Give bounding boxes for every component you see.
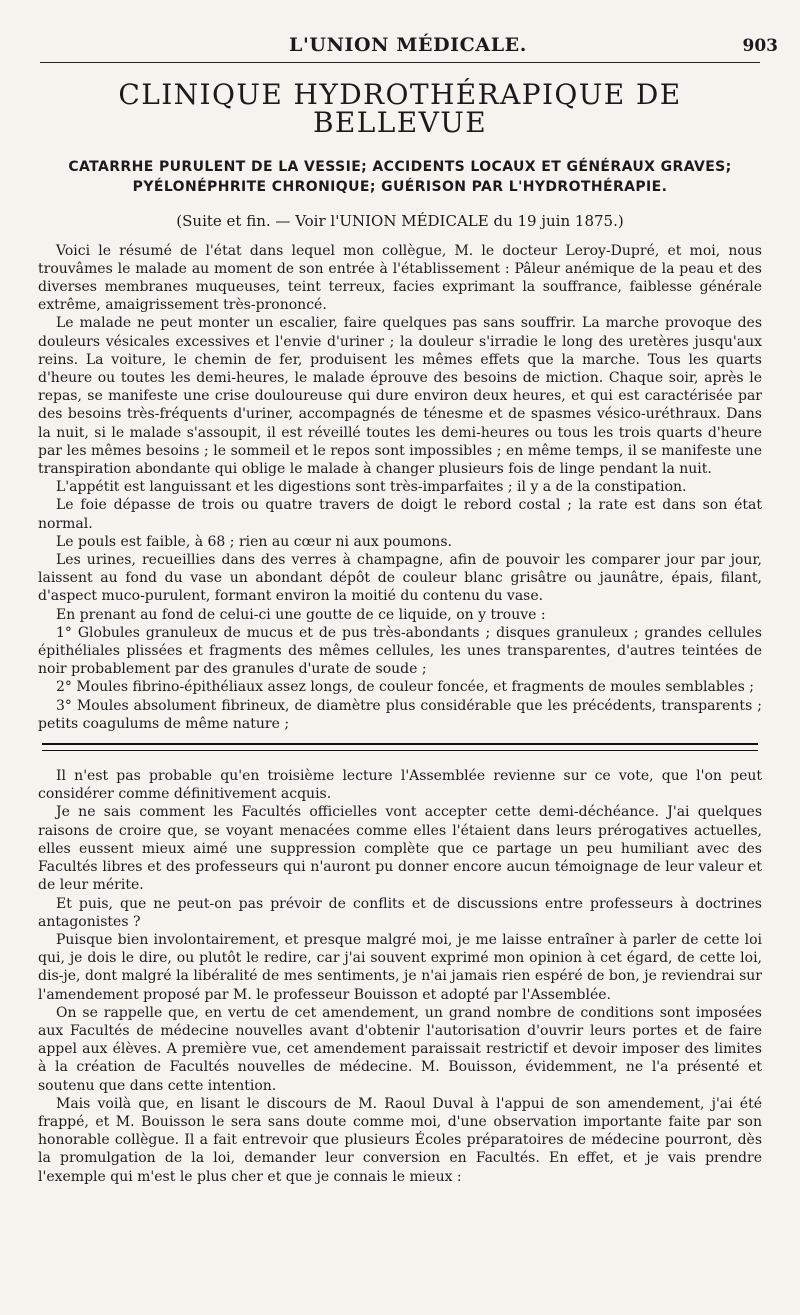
article-subtitle-line-2: PYÉLONÉPHRITE CHRONIQUE; GUÉRISON PAR L'HYDROTHÉRAPIE.	[132, 179, 668, 196]
running-title: L'UNION MÉDICALE.	[289, 34, 527, 56]
paragraph: 1° Globules granuleux de mucus et de pus très-abondants ; disques granuleux ; grandes cellules épithéliales plissées et fragments des mêmes cellules, les unes transparentes, d'autres teintées de noir probablement par des granules d'urate de soude ;	[38, 624, 762, 678]
paragraph: Je ne sais comment les Facultés officielles vont accepter cette demi-déchéance. J'ai quelques raisons de croire que, se voyant menacées comme elles l'étaient dans leurs prérogatives actuelles, elles eussent mieux aimé une suppression complète que ce partage un peu humiliant avec des Facultés libres et des professeurs qui n'auront pu donner encore aucun témoignage de leur valeur et de leur mérite.	[38, 804, 762, 894]
article-title: CLINIQUE HYDROTHÉRAPIQUE DE BELLEVUE	[118, 78, 682, 139]
article-subtitle	[38, 157, 762, 198]
paragraph: 2° Moules fibrino-épithéliaux assez longs, de couleur foncée, et fragments de moules semblables ;	[56, 679, 754, 696]
paragraph: Puisque bien involontairement, et presque malgré moi, je me laisse entraîner à parler de cette loi qui, je dois le dire, ou plutôt le redire, car j'ai souvent exprimé mon opinion à cet égard, de cette loi, dis-je, dont malgré la libéralité de mes sentiments, je n'ai jamais rien espéré de bon, je reviendrai sur l'amendement proposé par M. le professeur Bouisson et adopté par l'Assemblée.	[38, 931, 762, 1003]
paragraph: Le malade ne peut monter un escalier, faire quelques pas sans souffrir. La marche provoque des douleurs vésicales excessives et l'envie d'uriner ; la douleur s'irradie le long des uretères jusqu'aux reins. La voiture, le chemin de fer, produisent les mêmes effets que la marche. Tous les quarts d'heure ou toutes les demi-heures, le malade éprouve des besoins de miction. Chaque soir, après le repas, se manifeste une crise douloureuse qui dure environ deux heures, et qui est caractérisée par des besoins très-fréquents d'uriner, accompagnés de ténesme et de spasmes vésico-uréthraux. Dans la nuit, si le malade s'assoupit, il est réveillé toutes les demi-heures ou tous les trois quarts d'heure par les mêmes besoins ; le sommeil et le repos sont impossibles ; en même temps, il se manifeste une transpiration abondante qui oblige le malade à changer plusieurs fois de linge pendant la nuit.	[38, 315, 762, 478]
paragraph: On se rappelle que, en vertu de cet amendement, un grand nombre de conditions sont imposées aux Facultés de médecine nouvelles avant d'obtenir l'autorisation d'ouvrir leurs portes et de faire appel aux élèves. A première vue, cet amendement paraissait restrictif et devoir imposer des limites à la création de Facultés nouvelles de médecine. M. Bouisson, évidemment, ne l'a présenté et soutenu que dans cette intention.	[38, 1004, 762, 1094]
paragraph: 3° Moules absolument fibrineux, de diamètre plus considérable que les précédents, transparents ; petits coagulums de même nature ;	[38, 697, 762, 732]
article-body-top	[38, 242, 762, 733]
paragraph: L'appétit est languissant et les digestions sont très-imparfaites ; il y a de la constipation.	[56, 479, 687, 496]
article-suite-note: (Suite et fin. — Voir l'UNION MÉDICALE du 19 juin 1875.)	[176, 211, 624, 230]
paragraph: Le foie dépasse de trois ou quatre travers de doigt le rebord costal ; la rate est dans son état normal.	[38, 497, 762, 532]
paragraph: Voici le résumé de l'état dans lequel mon collègue, M. le docteur Leroy-Dupré, et moi, nous trouvâmes le malade au moment de son entrée à l'établissement : Pâleur anémique de la peau et des diverses membranes muqueuses, teint terreux, facies exprimant la souffrance, faiblesse générale extrême, amaigrissement très-prononcé.	[38, 242, 762, 314]
paragraph: Les urines, recueillies dans des verres à champagne, afin de pouvoir les comparer jour par jour, laissent au fond du vase un abondant dépôt de couleur blanc grisâtre ou jaunâtre, épais, filant, d'aspect muco-purulent, formant environ la moitié du contenu du vase.	[38, 552, 762, 605]
header-rule	[40, 62, 760, 63]
article-body-bottom	[38, 767, 762, 1186]
paragraph: En prenant au fond de celui-ci une goutte de ce liquide, on y trouve :	[56, 606, 546, 623]
article-subtitle-line-1: CATARRHE PURULENT DE LA VESSIE; ACCIDENTS LOCAUX ET GÉNÉRAUX GRAVES;	[68, 159, 732, 175]
page-number: 903	[742, 36, 778, 56]
paragraph: Et puis, que ne peut-on pas prévoir de conflits et de discussions entre professeurs à doctrines antagonistes ?	[38, 895, 762, 930]
paragraph: Mais voilà que, en lisant le discours de M. Raoul Duval à l'appui de son amendement, j'ai été frappé, et M. Bouisson le sera sans doute comme moi, d'une observation importante faite par son honorable collègue. Il a fait entrevoir que plusieurs Écoles préparatoires de médecine pourront, dès la promulgation de la loi, demander leur conversion en Facultés. En effet, et je vais prendre l'exemple qui m'est le plus cher et que je connais le mieux :	[38, 1095, 762, 1185]
running-header	[38, 26, 778, 56]
section-divider	[42, 743, 758, 751]
paragraph: Il n'est pas probable qu'en troisième lecture l'Assemblée revienne sur ce vote, que l'on peut considérer comme définitivement acquis.	[38, 768, 762, 803]
paragraph: Le pouls est faible, à 68 ; rien au cœur ni aux poumons.	[56, 533, 452, 550]
